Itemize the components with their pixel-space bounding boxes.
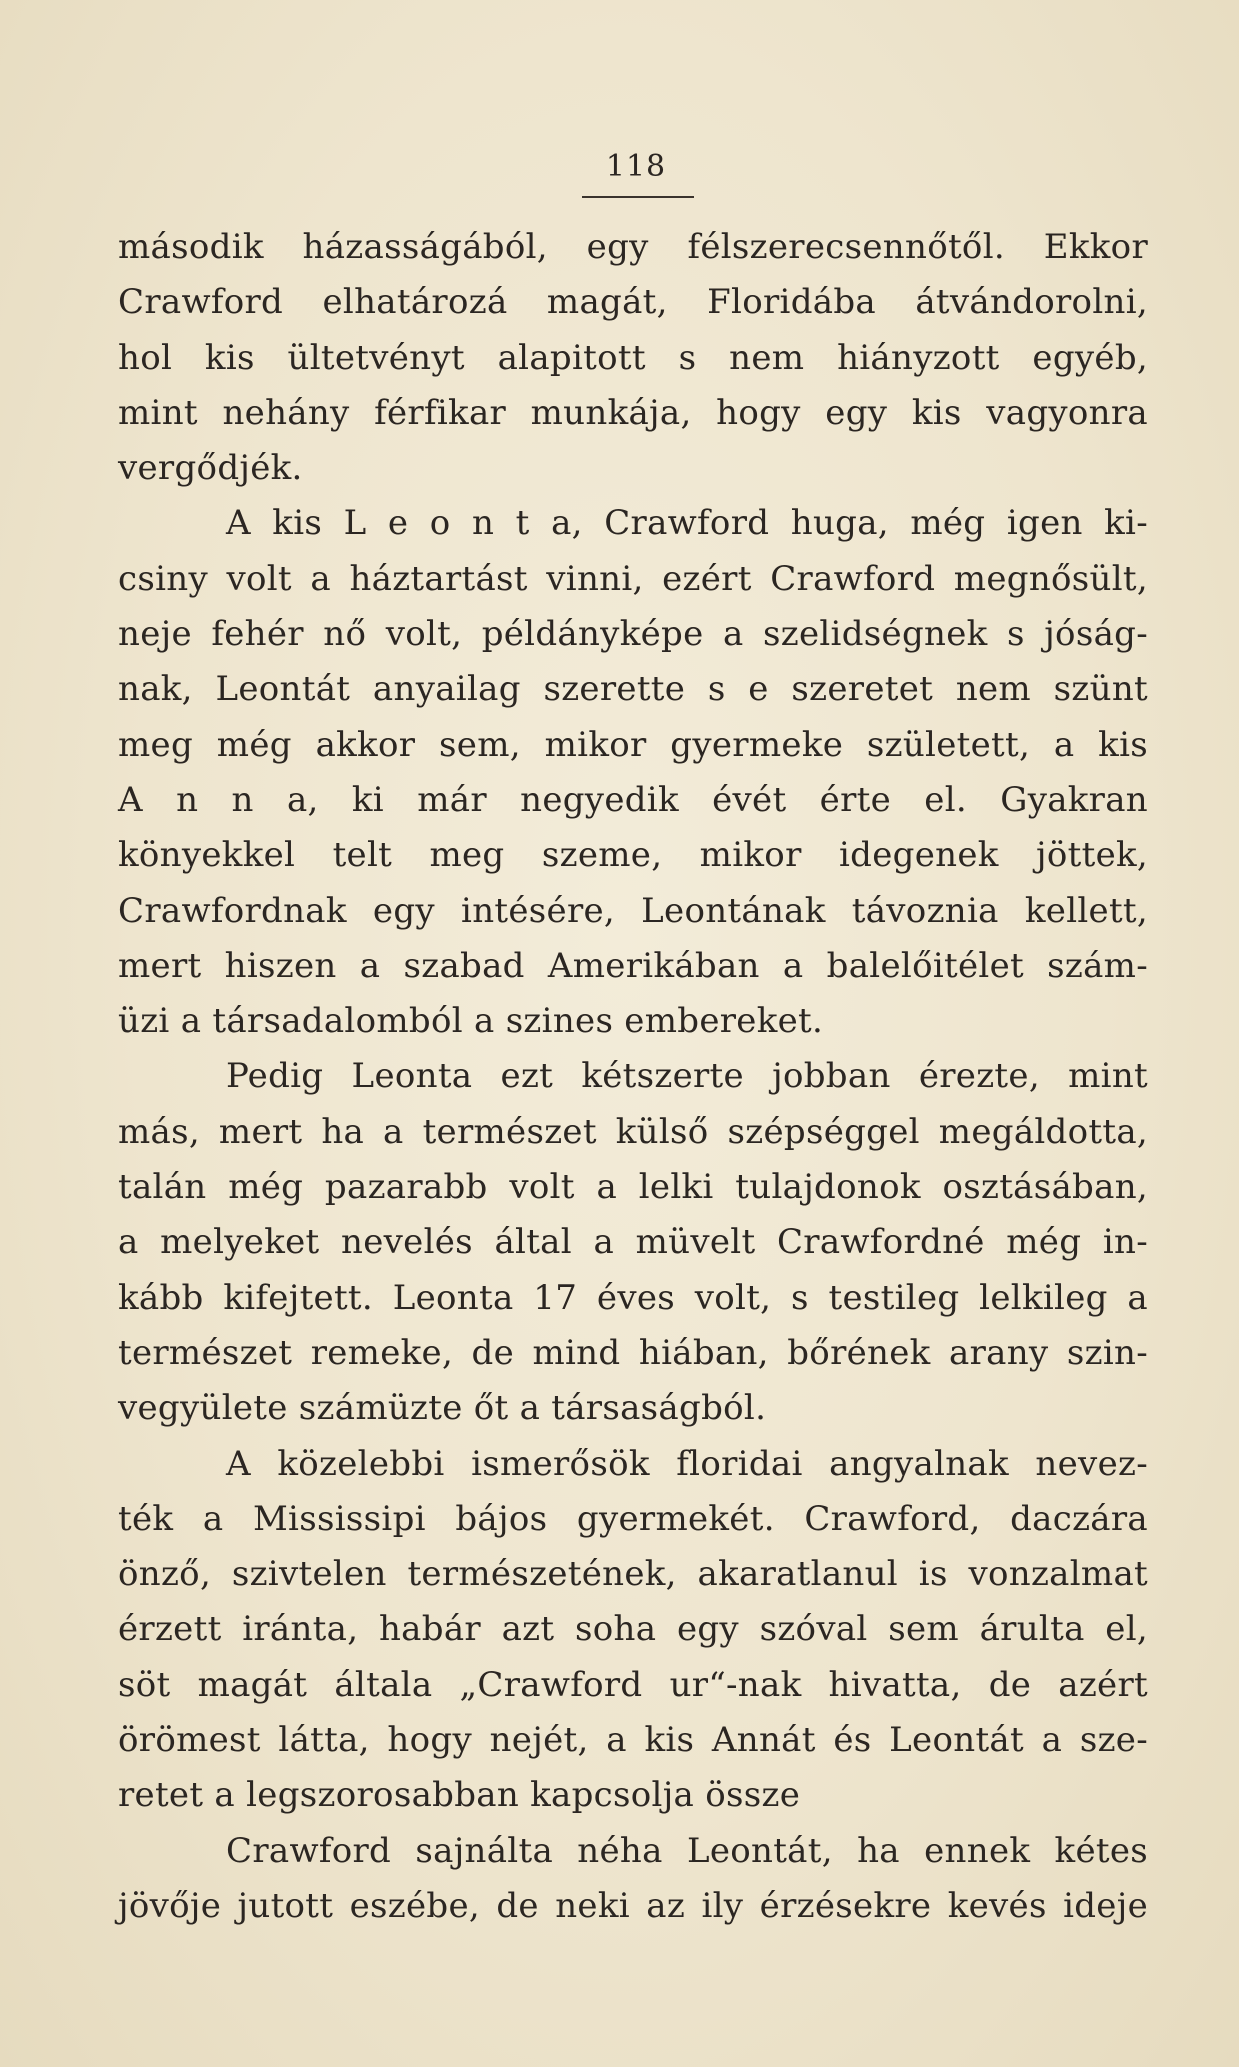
text-line: második házasságából, egy félszerecsennőtől. Ekkor <box>118 227 1148 267</box>
text-line: vergődjék. <box>118 448 303 489</box>
text-line: A közelebbi ismerősök floridai angyalnak nevez- <box>226 1443 1148 1484</box>
text-line: Pedig Leonta ezt kétszerte jobban érezte, mint <box>226 1056 1148 1097</box>
text-line: hol kis ültetvényt alapitott s nem hiányzott egyéb, <box>118 337 1148 378</box>
text-line: meg még akkor sem, mikor gyermeke született, a kis <box>118 724 1148 765</box>
text-line: talán még pazarabb volt a lelki tulajdonok osztásában, <box>118 1167 1148 1208</box>
text-line: söt magát általa „Crawford ur“-nak hivatta, de azért <box>118 1664 1148 1705</box>
text-line: vegyülete számüzte őt a társaságból. <box>118 1388 767 1429</box>
text-line: önző, szivtelen természetének, akaratlanul is vonzalmat <box>118 1554 1148 1595</box>
text-line: mert hiszen a szabad Amerikában a balelőitélet szám- <box>118 945 1148 986</box>
text-line: a melyeket nevelés által a müvelt Crawfordné még in- <box>118 1222 1148 1263</box>
text-line: természet remeke, de mind hiában, bőrének arany szin- <box>118 1332 1148 1373</box>
text-line: Crawford elhatározá magát, Floridába átvándorolni, <box>118 282 1148 323</box>
text-line: örömest látta, hogy nejét, a kis Annát és Leontát a sze- <box>118 1720 1148 1761</box>
text-line: retet a legszorosabban kapcsolja össze <box>118 1775 801 1816</box>
text-line: A kis L e o n t a, Crawford huga, még igen ki- <box>226 503 1148 544</box>
body-text <box>118 220 1148 1934</box>
page-number-rule <box>582 196 694 198</box>
text-line: mint nehány férfikar munkája, hogy egy kis vagyonra <box>118 392 1148 433</box>
text-line: Crawfordnak egy intésére, Leontának távoznia kellett, <box>118 890 1148 931</box>
page-number: 118 <box>605 149 667 184</box>
text-line: üzi a társadalomból a szines embereket. <box>118 1001 824 1042</box>
text-line: más, mert ha a természet külső szépséggel megáldotta, <box>118 1111 1148 1152</box>
text-line: A n n a, ki már negyedik évét érte el. Gyakran <box>118 779 1148 820</box>
text-line: érzett iránta, habár azt soha egy szóval sem árulta el, <box>118 1609 1148 1650</box>
text-line: nak, Leontát anyailag szerette s e szeretet nem szünt <box>118 669 1148 710</box>
text-line: kább kifejtett. Leonta 17 éves volt, s testileg lelkileg a <box>118 1277 1148 1318</box>
text-line: ték a Mississipi bájos gyermekét. Crawford, daczára <box>118 1498 1148 1539</box>
text-line: jövője jutott eszébe, de neki az ily érzésekre kevés ideje <box>118 1885 1148 1926</box>
text-line: Crawford sajnálta néha Leontát, ha ennek kétes <box>226 1830 1148 1871</box>
text-line: neje fehér nő volt, példányképe a szelidségnek s jóság- <box>118 614 1148 655</box>
text-line: csiny volt a háztartást vinni, ezért Crawford megnősült, <box>118 558 1148 599</box>
text-line: könyekkel telt meg szeme, mikor idegenek jöttek, <box>118 835 1148 876</box>
